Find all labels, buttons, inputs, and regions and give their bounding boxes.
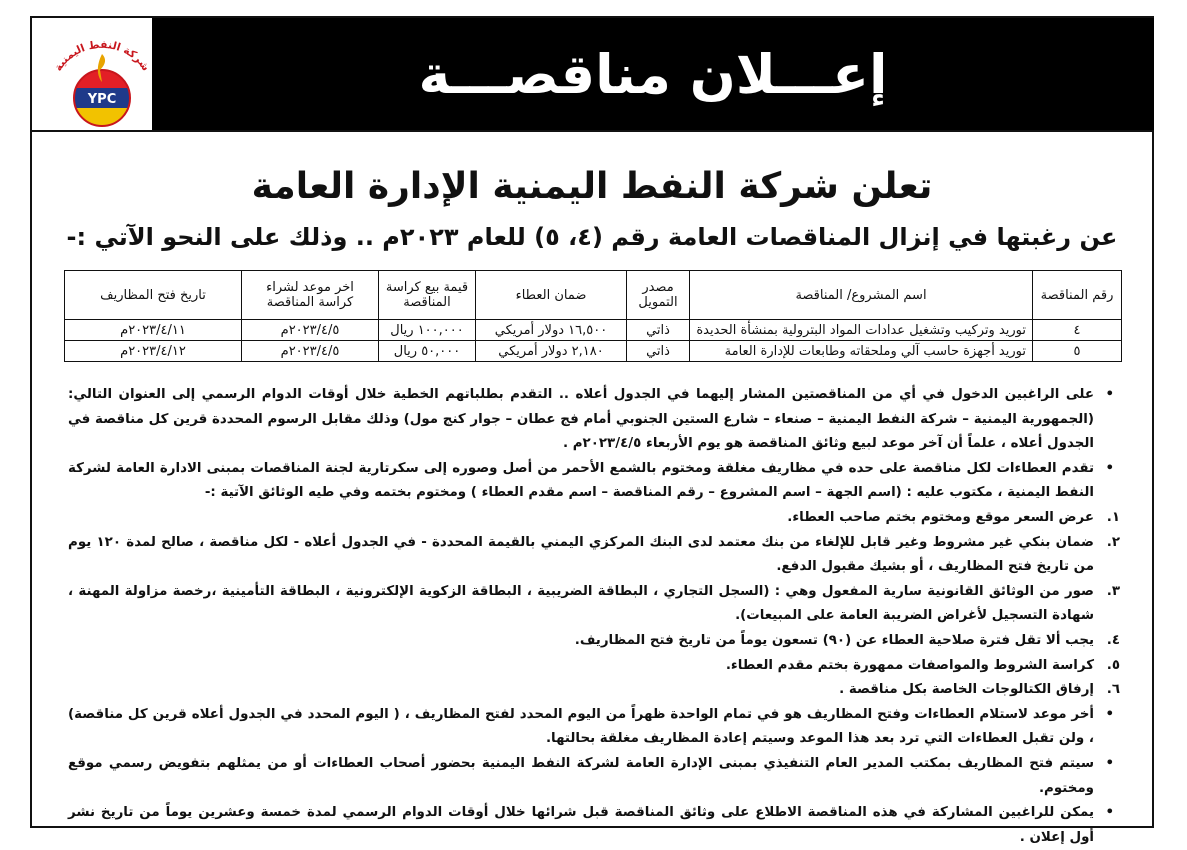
banner xyxy=(32,18,1154,132)
cell-opening-date: ٢٠٢٣/٤/١١م xyxy=(65,320,242,341)
cell-bid-bond: ١٦,٥٠٠ دولار أمريكي xyxy=(476,320,627,341)
table-header-row xyxy=(65,271,1122,320)
logo-arc-text: شركة النفط اليمنية xyxy=(52,38,152,74)
logo-abbr: YPC xyxy=(87,92,117,107)
list-item xyxy=(68,580,1122,629)
table-row xyxy=(65,320,1122,341)
note-deadline: • أخر موعد لاستلام العطاءات وفتح المظاريف هو في تمام الواحدة ظهراً من اليوم المحدد لفتح المظاريف ، ( اليوم المحدد في الجدول أعلاه قرين كل مناقصة) ، ولن تقبل العطاءات التي ترد بعد هذا الموعد وسيتم إعادة المظاريف مغلقة بحالتها. xyxy=(68,703,1122,752)
list-item xyxy=(68,531,1122,580)
title-bar xyxy=(152,18,1154,130)
header-tender-no: رقم المناقصة xyxy=(1033,271,1122,320)
cell-purchase-deadline: ٢٠٢٣/٤/٥م xyxy=(242,341,379,362)
cell-opening-date: ٢٠٢٣/٤/١٢م xyxy=(65,341,242,362)
tender-announcement xyxy=(30,16,1154,845)
list-item xyxy=(68,678,1122,703)
list-item-text: إرفاق الكتالوجات الخاصة بكل مناقصة . xyxy=(839,682,1094,698)
list-item-text: عرض السعر موقع ومختوم بختم صاحب العطاء. xyxy=(787,509,1094,525)
list-item-number: ٥. xyxy=(1106,657,1120,673)
header-funding-source: مصدر التمويل xyxy=(627,271,690,320)
list-item-text: صور من الوثائق القانونية سارية المفعول وهي : (السجل التجاري ، البطاقة الضريبية ، البطاقة الزكوية الإلكترونية ، البطاقة التأمينية ،رخصة مزاولة المهنة ، شهادة التسجيل لأغراض الضريبة العامة على المبيعات). xyxy=(68,583,1094,624)
cell-tender-no: ٤ xyxy=(1033,320,1122,341)
cell-funding-source: ذاتي xyxy=(627,320,690,341)
note-bid-envelopes: • تقدم العطاءات لكل مناقصة على حده في مظاريف مغلقة ومختوم بالشمع الأحمر من أصل وصوره إلى سكرتارية لجنة المناقصات بمبنى الادارة العامة لشركة النفط اليمنية ، مكتوب عليه : (اسم الجهة – اسم المشروع – رقم المناقصة – اسم مقدم العطاء ) ومختوم بختمه وفي طيه الوثائق الآتية :- xyxy=(68,457,1122,506)
list-item-text: ضمان بنكي غير مشروط وغير قابل للإلغاء من بنك معتمد لدى البنك المركزي اليمني بالقيمة المحددة - في الجدول أعلاه - لكل مناقصة ، صالح لمدة ١٢٠ يوم من تاريخ فتح المظاريف ، أو بشيك مقبول الدفع. xyxy=(68,534,1094,575)
cell-project-name: توريد أجهزة حاسب آلي وملحقاته وطابعات للإدارة العامة xyxy=(690,341,1033,362)
announcement-title: إعـــلان مناقصـــة xyxy=(418,42,888,106)
cell-purchase-deadline: ٢٠٢٣/٤/٥م xyxy=(242,320,379,341)
cell-booklet-price: ١٠٠,٠٠٠ ريال xyxy=(379,320,476,341)
list-item xyxy=(68,654,1122,679)
company-logo xyxy=(42,36,162,128)
list-item xyxy=(68,629,1122,654)
headline: تعلن شركة النفط اليمنية الإدارة العامة xyxy=(251,166,933,207)
list-item-number: ١. xyxy=(1106,509,1120,525)
cell-funding-source: ذاتي xyxy=(627,341,690,362)
list-item-number: ٣. xyxy=(1106,583,1120,599)
cell-tender-no: ٥ xyxy=(1033,341,1122,362)
subheadline: عن رغبتها في إنزال المناقصات العامة رقم (٤، ٥) للعام ٢٠٢٣م .. وذلك على النحو الآتي :- xyxy=(66,223,1118,251)
header-booklet-price: قيمة بيع كراسة المناقصة xyxy=(379,271,476,320)
list-item-text: يجب ألا تقل فترة صلاحية العطاء عن (٩٠) تسعون يوماً من تاريخ فتح المظاريف. xyxy=(574,632,1094,648)
list-item-number: ٤. xyxy=(1106,632,1120,648)
cell-bid-bond: ٢,١٨٠ دولار أمريكي xyxy=(476,341,627,362)
note-inspection: • يمكن للراغبين المشاركة في هذه المناقصة الاطلاع على وثائق المناقصة قبل شرائها خلال أوقات الدوام الرسمي لمدة خمسة وعشرين يوماً من تاريخ نشر أول إعلان . xyxy=(68,801,1122,850)
cell-project-name: توريد وتركيب وتشغيل عدادات المواد البترولية بمنشأة الحديدة xyxy=(690,320,1033,341)
list-item-text: كراسة الشروط والمواصفات ممهورة بختم مقدم العطاء. xyxy=(725,657,1094,673)
list-item-number: ٦. xyxy=(1106,682,1120,698)
cell-booklet-price: ٥٠,٠٠٠ ريال xyxy=(379,341,476,362)
terms-section xyxy=(68,383,1122,850)
table-row xyxy=(65,341,1122,362)
list-item-number: ٢. xyxy=(1106,534,1120,550)
list-item xyxy=(68,506,1122,531)
header-opening-date: تاريخ فتح المظاريف xyxy=(65,271,242,320)
header-project-name: اسم المشروع/ المناقصة xyxy=(690,271,1033,320)
header-bid-bond: ضمان العطاء xyxy=(476,271,627,320)
header-purchase-deadline: اخر موعد لشراء كراسة المناقصة xyxy=(242,271,379,320)
note-submission-request: • على الراغبين الدخول في أي من المناقصتين المشار إليهما في الجدول أعلاه .. التقدم بطلباتهم الخطية خلال أوقات الدوام الرسمي إلى العنوان التالي: (الجمهورية اليمنية – شركة النفط اليمنية – صنعاء – شارع الستين الجنوبي أمام فج عطان – جوار كنج مول) وذلك مقابل الرسوم المحددة قرين كل مناقصة في الجدول أعلاه ، علماً أن آخر موعد لبيع وثائق المناقصة هو يوم الأربعاء ٢٠٢٣/٤/٥م . xyxy=(68,383,1122,457)
note-opening: • سيتم فتح المظاريف بمكتب المدير العام التنفيذي بمبنى الإدارة العامة لشركة النفط اليمنية بحضور أصحاب العطاءات أو من يمثلهم بتفويض رسمي موقع ومختوم. xyxy=(68,752,1122,801)
tenders-table xyxy=(64,270,1122,362)
